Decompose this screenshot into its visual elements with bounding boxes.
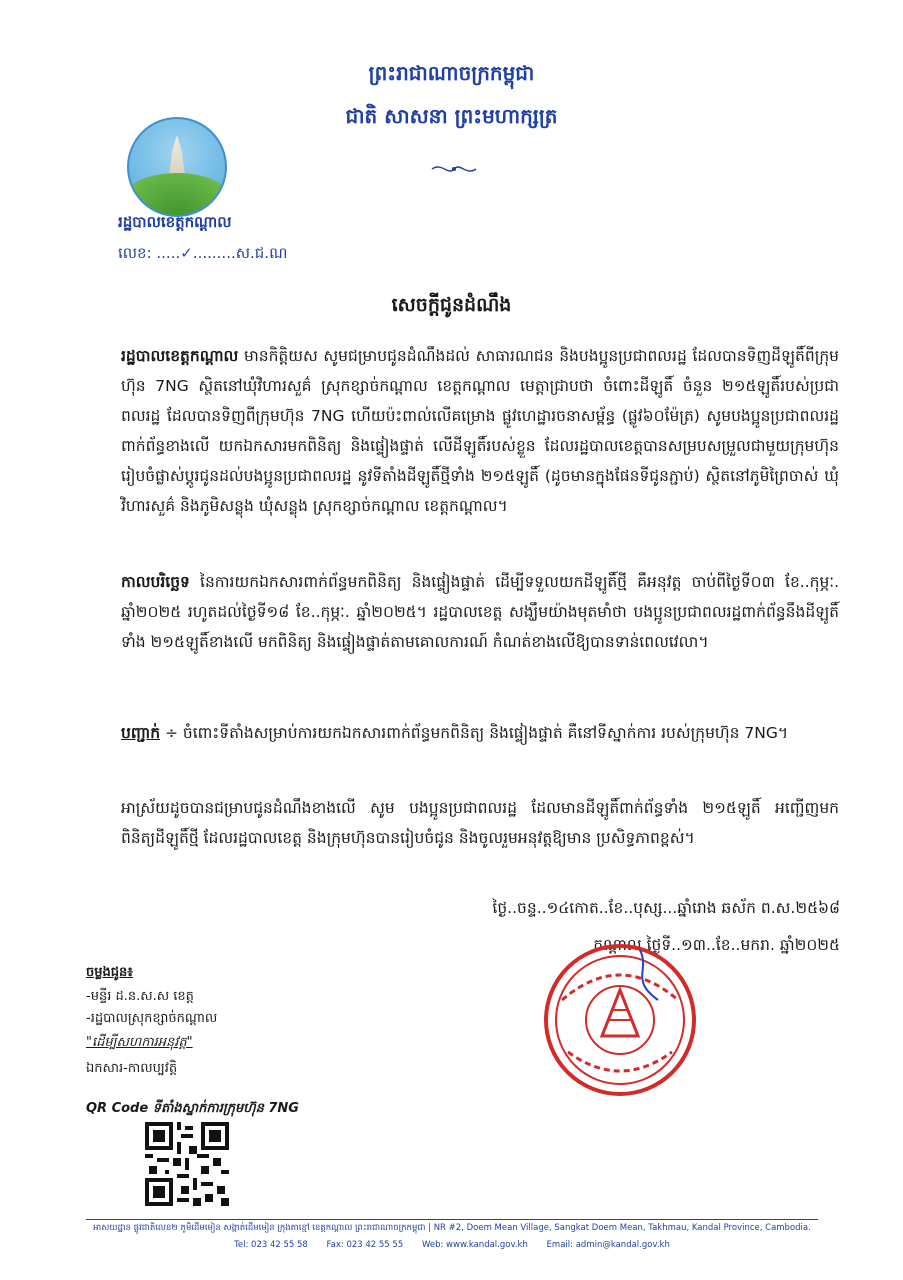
paragraph-3-lead: បញ្ជាក់ [121, 724, 161, 742]
footer-fax: Fax: 023 42 55 55 [326, 1240, 404, 1250]
footer-address: អាសយដ្ឋាន ផ្លូវជាតិលេខ២ ភូមិដើមមៀន សង្កាត់ដើមមៀន ក្រុងតាខ្មៅ ខេត្តកណ្តាល ព្រះរាជាណាចក្រកម្ពុជា | NR #2, Doem Mean Village, Sangkat Doem Mean, Takhmau, Kandal Province, Cambodia. [93, 1223, 811, 1233]
distribution-item: -រដ្ឋបាលស្រុកខ្សាច់កណ្តាល [86, 1011, 218, 1026]
qr-caption: QR Code ទីតាំងស្នាក់ការក្រុមហ៊ុន 7NG [86, 1101, 299, 1116]
distribution-archive: ឯកសារ-កាលប្បវត្តិ [86, 1061, 178, 1076]
document-title: សេចក្តីជូនដំណឹង [391, 294, 512, 316]
hill-icon [127, 173, 227, 217]
paragraph-1 [121, 341, 839, 521]
qr-code-icon[interactable] [145, 1122, 229, 1206]
lunar-date: ថ្ងៃ..ចន្ទ..១៤កោត..ខែ..បុស្ស...ឆ្នាំរោង ឆស័ក ព.ស.២៥៦៨ [492, 899, 840, 917]
motto-heading: ជាតិ សាសនា ព្រះមហាក្សត្រ [345, 104, 558, 128]
paragraph-1-lead: រដ្ឋបាលខេត្តកណ្តាល [121, 347, 239, 365]
kandal-province-logo [127, 117, 227, 217]
official-seal-icon [540, 940, 700, 1100]
distribution-item: -មន្ទីរ ដ.ន.ស.ស ខេត្ត [86, 989, 194, 1004]
kingdom-heading: ព្រះរាជាណាចក្រកម្ពុជា [368, 61, 535, 85]
distribution-title: ចម្លងជូន៖ [86, 965, 133, 980]
paragraph-2 [121, 567, 839, 657]
paragraph-2-body: នៃការយកឯកសារពាក់ព័ន្ធមកពិនិត្យ និងផ្ទៀងផ្ទាត់ ដើម្បីទទួលយកដីឡូតិ៍ថ្មី គឺអនុវត្ត ចាប់ពីថ្ងៃទី០៣ ខែ..កុម្ភៈ. ឆ្នាំ២០២៥ រហូតដល់ថ្ងៃទី១៨ ខែ..កុម្ភៈ. ឆ្នាំ២០២៥។ រដ្ឋបាលខេត្ត សង្ឃឹមយ៉ាងមុតមាំថា បងប្អូនប្រជាពលរដ្ឋពាក់ព័ន្ធនឹងដីឡូតិ៍ទាំង ២១៥ឡូតិ៍ខាងលើ មកពិនិត្យ និងផ្ទៀងផ្ទាត់តាមគោលការណ៍ កំណត់ខាងលើឱ្យបានទាន់ពេលវេលា។ [121, 573, 839, 651]
paragraph-4: អាស្រ័យដូចបានជម្រាបជូនដំណឹងខាងលើ សូម បងប្អូនប្រជាពលរដ្ឋ ដែលមានដីឡូតិ៍ពាក់ព័ន្ធទាំង ២១៥ឡូតិ៍ អញ្ជើញមកពិនិត្យដីឡូតិ៍ថ្មី ដែលរដ្ឋបាលខេត្ត និងក្រុមហ៊ុនបានរៀបចំជូន និងចូលរួមអនុវត្តឱ្យមាន ប្រសិទ្ធភាពខ្ពស់។ [121, 799, 839, 847]
paragraph-2-lead: កាលបរិច្ឆេទ [121, 573, 190, 591]
paragraph-3-body: ÷ ចំពោះទីតាំងសម្រាប់ការយកឯកសារពាក់ព័ន្ធមកពិនិត្យ និងផ្ទៀងផ្ទាត់ គឺនៅទីស្នាក់ការ របស់ក្រុមហ៊ុន 7NG។ [160, 724, 789, 742]
footer-contacts [86, 1240, 818, 1250]
issuer-name: រដ្ឋបាលខេត្តកណ្តាល [118, 213, 232, 231]
stupa-icon [169, 135, 185, 175]
reference-number [118, 244, 287, 266]
paragraph-1-body: មានកិត្តិយស សូមជម្រាបជូនដំណឹងដល់ សាធារណជន និងបងប្អូនប្រជាពលរដ្ឋ ដែលបានទិញដីឡូតិ៍ពីក្រុមហ៊ុន 7NG ស្ថិតនៅឃុំវិហារសួគ៌ ស្រុកខ្សាច់កណ្តាល ខេត្តកណ្តាល មេត្តាជ្រាបថា ចំពោះដីឡូតិ៍ ចំនួន ២១៥ឡូតិ៍របស់ប្រជាពលរដ្ឋ ដែលបានទិញពីក្រុមហ៊ុន 7NG ហើយប៉ះពាល់លើគម្រោង ផ្លូវហេដ្ឋារចនាសម្ព័ន្ធ (ផ្លូវ៦០ម៉ែត្រ) សូមបងប្អូនប្រជាពលរដ្ឋពាក់ព័ន្ធខាងលើ យកឯកសារមកពិនិត្យ និងផ្ទៀងផ្ទាត់ លើដីឡូតិ៍របស់ខ្លួន ដែលរដ្ឋបាលខេត្តបានសម្របសម្រួលជាមួយក្រុមហ៊ុន រៀបចំផ្លាស់ប្តូរជូនដល់បងប្អូនប្រជាពលរដ្ឋ នូវទីតាំងដីឡូតិ៍ថ្មីទាំង ២១៥ឡូតិ៍ (ដូចមានក្នុងផែនទីជូនភ្ជាប់) ស្ថិតនៅភូមិព្រៃចាស់ ឃុំវិហារសួគ៌ និងភូមិសន្លុង ឃុំសន្លុង ស្រុកខ្សាច់កណ្តាល ខេត្តកណ្តាល។ [121, 347, 839, 515]
ref-prefix: លេខ: ..... [118, 244, 181, 262]
footer-web-link[interactable]: Web: www.kandal.gov.kh [421, 1240, 528, 1250]
footer-email-link[interactable]: Email: admin@kandal.gov.kh [546, 1240, 670, 1250]
footer-divider [86, 1219, 818, 1220]
ref-suffix: .........ស.ជ.ណ [192, 244, 288, 262]
footer-tel: Tel: 023 42 55 58 [234, 1240, 308, 1250]
ornament-divider-icon [430, 160, 478, 178]
solar-date: កណ្តាល ថ្ងៃទី..១៣..ខែ..មករា. ឆ្នាំ២០២៥ [593, 936, 840, 954]
ref-handwritten-mark: ✓ [180, 244, 193, 262]
distribution-for-action: "ដើម្បីសហការអនុវត្ត" [86, 1035, 193, 1050]
paragraph-3 [121, 718, 839, 748]
